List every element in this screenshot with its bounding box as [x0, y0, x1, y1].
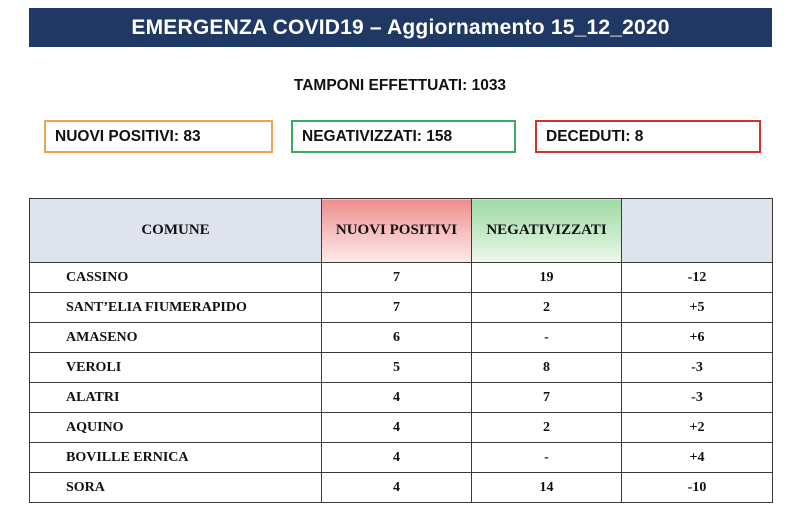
- cell-negativizzati: 2: [472, 413, 622, 443]
- table-row: [30, 473, 773, 503]
- deceduti-label: DECEDUTI: 8: [546, 127, 644, 145]
- cell-negativizzati: 19: [472, 263, 622, 293]
- tamponi-total: TAMPONI EFFETTUATI: 1033: [293, 77, 507, 94]
- cell-differenza: +2: [622, 413, 773, 443]
- nuovi-positivi-label: NUOVI POSITIVI: 83: [55, 127, 201, 145]
- cell-differenza: -10: [622, 473, 773, 503]
- table-header-row: [30, 199, 773, 263]
- table-row: [30, 293, 773, 323]
- table-row: [30, 443, 773, 473]
- cell-comune: SANT’ELIA FIUMERAPIDO: [30, 293, 322, 323]
- cell-differenza: +4: [622, 443, 773, 473]
- cell-differenza: -3: [622, 383, 773, 413]
- cell-comune: ALATRI: [30, 383, 322, 413]
- cell-negativizzati: 14: [472, 473, 622, 503]
- cell-differenza: -3: [622, 353, 773, 383]
- column-header-nuovi-positivi: NUOVI POSITIVI: [322, 199, 472, 263]
- cell-negativizzati: 2: [472, 293, 622, 323]
- cell-differenza: +5: [622, 293, 773, 323]
- comuni-table: [29, 198, 773, 503]
- cell-negativizzati: -: [472, 323, 622, 353]
- cell-negativizzati: 7: [472, 383, 622, 413]
- cell-positivi: 4: [322, 443, 472, 473]
- cell-comune: VEROLI: [30, 353, 322, 383]
- cell-positivi: 4: [322, 413, 472, 443]
- page-title-banner: [29, 8, 772, 47]
- cell-positivi: 4: [322, 383, 472, 413]
- negativizzati-label: NEGATIVIZZATI: 158: [302, 127, 453, 145]
- cell-positivi: 4: [322, 473, 472, 503]
- column-header-negativizzati: NEGATIVIZZATI: [472, 199, 622, 263]
- cell-positivi: 7: [322, 263, 472, 293]
- cell-positivi: 6: [322, 323, 472, 353]
- cell-positivi: 7: [322, 293, 472, 323]
- cell-comune: BOVILLE ERNICA: [30, 443, 322, 473]
- column-header-differenza: [622, 199, 773, 263]
- cell-negativizzati: 8: [472, 353, 622, 383]
- table-row: [30, 353, 773, 383]
- page-title: EMERGENZA COVID19 – Aggiornamento 15_12_2020: [131, 15, 670, 39]
- cell-differenza: -12: [622, 263, 773, 293]
- cell-comune: AQUINO: [30, 413, 322, 443]
- cell-positivi: 5: [322, 353, 472, 383]
- cell-negativizzati: -: [472, 443, 622, 473]
- cell-comune: SORA: [30, 473, 322, 503]
- table-row: [30, 413, 773, 443]
- table-row: [30, 263, 773, 293]
- nuovi-positivi-box: [44, 120, 273, 153]
- cell-comune: AMASENO: [30, 323, 322, 353]
- cell-comune: CASSINO: [30, 263, 322, 293]
- negativizzati-box: [291, 120, 516, 153]
- table-row: [30, 383, 773, 413]
- column-header-comune: COMUNE: [30, 199, 322, 263]
- deceduti-box: [535, 120, 761, 153]
- table-row: [30, 323, 773, 353]
- cell-differenza: +6: [622, 323, 773, 353]
